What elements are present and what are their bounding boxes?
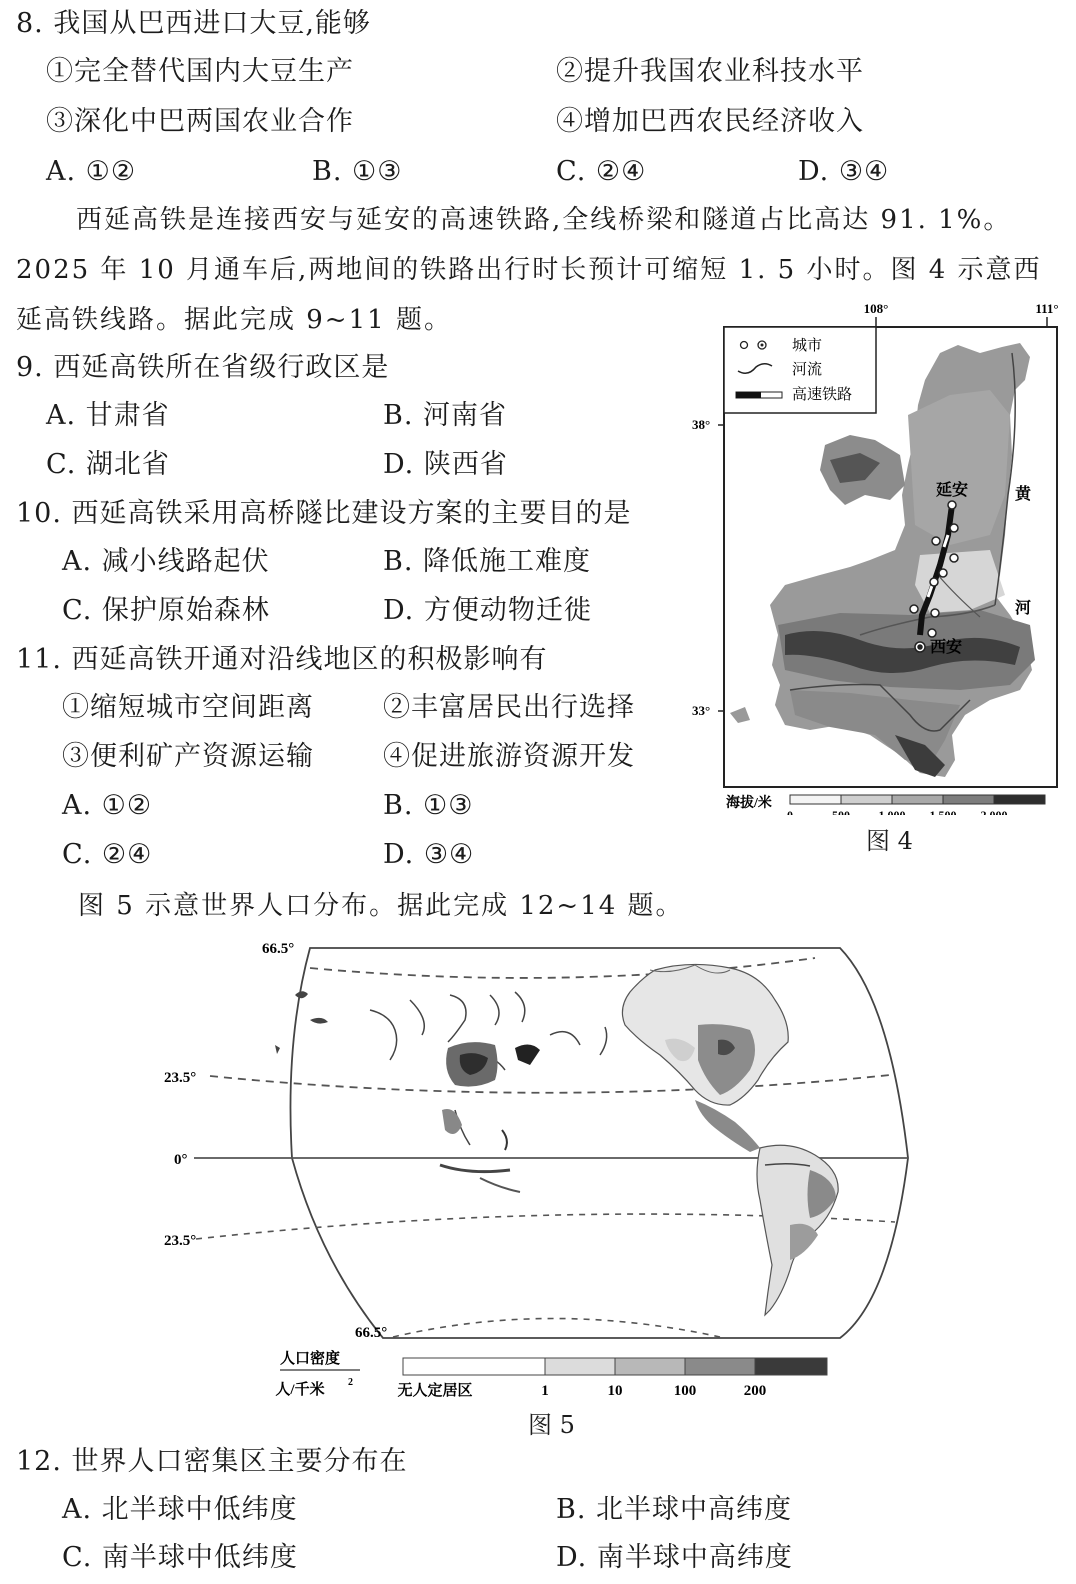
lat-label-n23: 23.5° [164,1070,197,1086]
q11-choice-a: A. ①② [62,790,153,821]
svg-text:1 500: 1 500 [929,808,957,815]
svg-text:200: 200 [743,1383,767,1399]
svg-text:10: 10 [607,1383,623,1399]
legend-city: 城市 [792,338,823,354]
svg-text:0: 0 [787,808,793,815]
q11-item-2: ②丰富居民出行选择 [383,692,635,723]
q11-choice-c: C. ②④ [62,839,153,870]
q10-choice-b: B. 降低施工难度 [383,546,592,577]
q8-item-1: ①完全替代国内大豆生产 [46,56,354,87]
label-yanan: 延安 [936,482,969,499]
q10-stem: 10. 西延高铁采用高桥隧比建设方案的主要目的是 [16,498,632,529]
intro-9-11-line-3: 延高铁线路。据此完成 9~11 题。 [16,305,452,335]
q8-item-3: ③深化中巴两国农业合作 [46,106,354,137]
q11-item-4: ④促进旅游资源开发 [383,741,635,772]
label-xian: 西安 [930,639,963,656]
legend-title-sup: 2 [348,1377,353,1388]
q12-choice-a: A. 北半球中低纬度 [62,1494,298,1525]
q8-item-4: ④增加巴西农民经济收入 [556,106,864,137]
q12-stem: 12. 世界人口密集区主要分布在 [16,1446,408,1477]
q9-choice-b: B. 河南省 [383,400,508,431]
q8-stem: 8. 我国从巴西进口大豆,能够 [16,8,371,39]
q8-item-2: ②提升我国农业科技水平 [556,56,864,87]
lon-label-108: 108° [863,301,889,316]
q9-choice-d: D. 陕西省 [383,449,508,480]
q12-choice-d: D. 南半球中高纬度 [556,1542,793,1573]
q10-choice-d: D. 方便动物迁徙 [383,595,592,626]
svg-text:1: 1 [541,1383,549,1399]
svg-text:500: 500 [832,808,850,815]
intro-12-14: 图 5 示意世界人口分布。据此完成 12~14 题。 [78,891,684,921]
q12-choice-b: B. 北半球中高纬度 [556,1494,793,1525]
lon-label-111: 111° [1035,301,1059,316]
lat-label-s66: 66.5° [355,1325,388,1341]
q9-choice-c: C. 湖北省 [46,449,170,480]
q8-choice-b: B. ①③ [312,156,403,187]
lat-label-s23: 23.5° [164,1233,197,1249]
svg-text:100: 100 [673,1383,697,1399]
label-he: 河 [1015,600,1032,617]
legend-railway: 高速铁路 [792,387,853,403]
q8-choice-c: C. ②④ [556,156,647,187]
fig4-legend [724,327,876,413]
svg-text:无人定居区: 无人定居区 [397,1383,473,1399]
q11-item-3: ③便利矿产资源运输 [62,741,314,772]
population-legend [275,1349,827,1399]
q10-choice-a: A. 减小线路起伏 [62,546,270,577]
intro-9-11-line-1: 西延高铁是连接西安与延安的高速铁路,全线桥梁和隧道占比高达 91. 1%。 [76,205,1012,235]
q9-choice-a: A. 甘肃省 [46,400,170,431]
legend-river: 河流 [792,362,823,378]
intro-9-11-line-2: 2025 年 10 月通车后,两地间的铁路出行时长预计可缩短 1. 5 小时。图 4 示意西 [16,255,1042,285]
lat-label-38: 38° [692,417,711,432]
figure-5-world-population-map [150,930,950,1400]
legend-title-top: 人口密度 [279,1351,341,1367]
elevation-scale [726,794,1045,815]
fig5-caption: 图 5 [528,1411,575,1439]
svg-text:1 000: 1 000 [878,808,906,815]
fig4-caption: 图 4 [866,827,913,855]
q8-choice-d: D. ③④ [798,156,890,187]
q8-choice-a: A. ①② [46,156,137,187]
lat-label-33: 33° [692,703,711,718]
q12-choice-c: C. 南半球中低纬度 [62,1542,298,1573]
q9-stem: 9. 西延高铁所在省级行政区是 [16,352,390,383]
elevation-title: 海拔/米 [726,796,772,811]
svg-text:2 000: 2 000 [980,808,1008,815]
legend-title-bottom: 人/千米 [275,1382,325,1398]
q10-choice-c: C. 保护原始森林 [62,595,270,626]
q11-item-1: ①缩短城市空间距离 [62,692,314,723]
q11-choice-b: B. ①③ [383,790,474,821]
figure-4-map [690,295,1076,815]
lat-label-eq: 0° [174,1152,188,1168]
lat-label-n66: 66.5° [262,941,295,957]
map-outline [290,948,908,1338]
q11-choice-d: D. ③④ [383,839,475,870]
city-icon [741,342,748,349]
q11-stem: 11. 西延高铁开通对沿线地区的积极影响有 [16,644,548,675]
label-huang: 黄 [1015,486,1032,503]
